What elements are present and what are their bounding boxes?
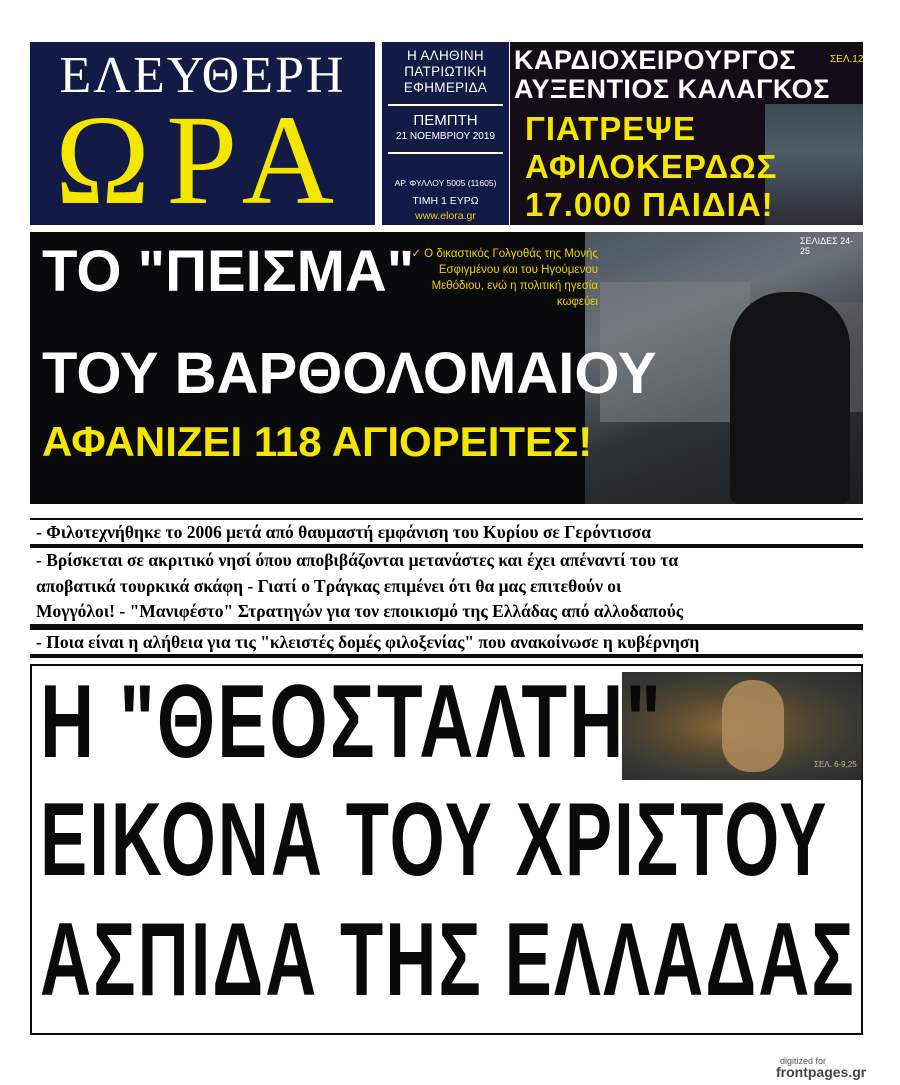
surgeon-page-ref: ΣΕΛ.12 bbox=[830, 54, 863, 65]
masthead-title: ΩΡΑ bbox=[54, 89, 351, 231]
monk-figure bbox=[730, 292, 850, 504]
surgeon-title-line-1: ΚΑΡΔΙΟΧΕΙΡΟΥΡΓΟΣ bbox=[514, 45, 797, 75]
surgeon-headline-line-3: 17.000 ΠΑΙΔΙΑ! bbox=[525, 186, 774, 223]
surgeon-photo bbox=[765, 104, 863, 225]
surgeon-story[interactable] bbox=[510, 42, 863, 225]
story-headline-line-1: ΤΟ "ΠΕΙΣΜΑ" bbox=[42, 239, 415, 304]
divider bbox=[388, 104, 503, 106]
website-link[interactable]: www.elora.gr bbox=[415, 210, 476, 222]
main-headline-line-1: Η "ΘΕΟΣΤΑΛΤΗ" bbox=[40, 664, 664, 780]
surgeon-title bbox=[514, 46, 844, 104]
bartholomew-story[interactable] bbox=[30, 232, 863, 504]
issue-info bbox=[382, 42, 509, 225]
masthead-top-line: ΕΛΕΥΘΕΡΗ bbox=[59, 47, 346, 104]
bullet-text: - Ποια είναι η αλήθεια για τις "κλειστές δομές φιλοξενίας" που ανακοίνωσε η κυβέρνηση bbox=[36, 632, 700, 652]
bullet-text: - Βρίσκεται σε ακριτικό νησί όπου αποβιβάζονται μετανάστες και έχει απέναντί του τα bbox=[36, 550, 679, 570]
bullet-text: Μογγόλοι! - "Μανιφέστο" Στρατηγών για τον εποικισμό της Ελλάδας από αλλοδαπούς bbox=[36, 601, 684, 621]
bullet-text: - Φιλοτεχνήθηκε το 2006 μετά από θαυμαστή εμφάνιση του Κυρίου σε Γερόντισσα bbox=[36, 522, 652, 542]
issue-date: 21 ΝΟΕΜΒΡΙΟΥ 2019 bbox=[396, 131, 495, 142]
story-page-ref: ΣΕΛΙΔΕΣ 24-25 bbox=[800, 236, 854, 256]
story-headline-line-2: ΤΟΥ ΒΑΡΘΟΛΟΜΑΙΟΥ bbox=[42, 341, 657, 406]
surgeon-title-line-2: ΑΥΞΕΝΤΙΟΣ ΚΑΛΑΓΚΟΣ bbox=[514, 74, 830, 104]
list-item bbox=[30, 548, 863, 624]
main-story[interactable] bbox=[30, 664, 863, 1035]
credit-site-link[interactable]: frontpages.gr bbox=[776, 1064, 867, 1080]
main-headline-line-3: ΑΣΠΙΔΑ ΤΗΣ ΕΛΛΑΔΑΣ bbox=[40, 902, 856, 1018]
masthead bbox=[30, 42, 375, 231]
issue-number: ΑΡ. ΦΥΛΛΟΥ 5005 (11605) bbox=[394, 178, 497, 188]
slogan bbox=[382, 48, 509, 96]
slogan-line-3: ΕΦΗΜΕΡΙΔΑ bbox=[403, 80, 488, 95]
divider bbox=[388, 152, 503, 154]
issue-price: ΤΙΜΗ 1 ΕΥΡΩ bbox=[412, 195, 479, 207]
list-item bbox=[30, 630, 863, 654]
surgeon-headline bbox=[525, 110, 777, 224]
main-headline-line-2: ΕΙΚΟΝΑ ΤΟΥ ΧΡΙΣΤΟΥ bbox=[40, 782, 829, 898]
story-headline-line-3: ΑΦΑΝΙΖΕΙ 118 ΑΓΙΟΡΕΙΤΕΣ! bbox=[42, 418, 593, 465]
christ-face bbox=[722, 680, 784, 772]
issue-day: ΠΕΜΠΤΗ bbox=[413, 112, 478, 129]
slogan-line-2: ΠΑΤΡΙΩΤΙΚΗ bbox=[404, 64, 487, 79]
list-item bbox=[30, 520, 863, 544]
bullet-text: αποβατικά τουρκικά σκάφη - Γιατί ο Τράγκας επιμένει ότι θα μας επιτεθούν οι bbox=[36, 576, 622, 596]
credit-label: digitized for bbox=[780, 1056, 827, 1066]
story-subtitle: ✓ Ο δικαστικός Γολγοθάς της Μονής Εσφιγμένου και του Ηγούμενου Μεθόδιου, ενώ η πολιτική ηγεσία κωφεύει bbox=[411, 248, 598, 308]
slogan-line-1: Η ΑΛΗΘΙΝΗ bbox=[407, 48, 484, 63]
surgeon-headline-line-1: ΓΙΑΤΡΕΨΕ bbox=[525, 110, 696, 147]
main-page-ref: ΣΕΛ. 6-9,25 bbox=[814, 760, 857, 769]
surgeon-headline-line-2: ΑΦΙΛΟΚΕΡΔΩΣ bbox=[525, 148, 778, 185]
bullet-list bbox=[30, 518, 863, 658]
